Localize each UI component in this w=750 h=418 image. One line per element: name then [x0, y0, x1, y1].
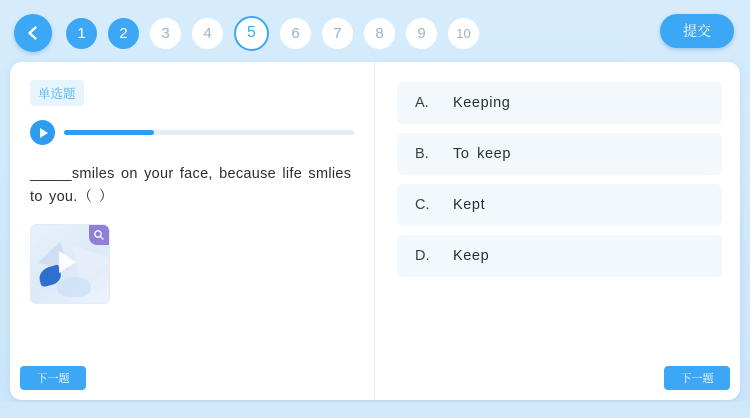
bottom-strip — [0, 402, 750, 418]
option-a[interactable] — [397, 82, 722, 124]
question-card — [10, 62, 740, 400]
thumbnail-play-icon — [59, 251, 76, 273]
question-number-10[interactable]: 10 — [448, 18, 479, 49]
question-number-6[interactable]: 6 — [280, 18, 311, 49]
next-question-button-right[interactable]: 下一题 — [664, 366, 730, 390]
option-c-text: Kept — [453, 197, 486, 213]
question-number-9[interactable]: 9 — [406, 18, 437, 49]
option-c-letter: C. — [415, 197, 430, 213]
option-a-text: Keeping — [453, 95, 511, 111]
question-number-7[interactable]: 7 — [322, 18, 353, 49]
question-number-1[interactable]: 1 — [66, 18, 97, 49]
audio-player[interactable] — [30, 120, 354, 145]
options-pane — [375, 62, 740, 400]
submit-button[interactable]: 提交 — [660, 14, 734, 48]
play-button[interactable] — [30, 120, 55, 145]
next-question-button-left[interactable]: 下一题 — [20, 366, 86, 390]
top-bar — [0, 0, 750, 66]
option-d-letter: D. — [415, 248, 430, 264]
question-number-4[interactable]: 4 — [192, 18, 223, 49]
play-icon — [40, 128, 48, 138]
chevron-left-icon — [24, 24, 42, 42]
option-b-text: To keep — [453, 146, 511, 162]
option-c[interactable] — [397, 184, 722, 226]
option-d[interactable] — [397, 235, 722, 277]
question-number-3[interactable]: 3 — [150, 18, 181, 49]
magnifier-icon[interactable] — [89, 225, 109, 245]
option-a-letter: A. — [415, 95, 429, 111]
question-text: _____smiles on your face, because life smlies to you.（ ） — [30, 166, 352, 206]
question-number-5[interactable]: 5 — [234, 16, 269, 51]
audio-thumbnail[interactable] — [30, 224, 110, 304]
audio-progress-track[interactable] — [64, 130, 354, 135]
question-number-8[interactable]: 8 — [364, 18, 395, 49]
question-pane — [10, 62, 375, 400]
back-button[interactable] — [14, 14, 52, 52]
option-b-letter: B. — [415, 146, 429, 162]
thumbnail-shape-d — [57, 277, 91, 297]
question-type-badge: 单选题 — [30, 80, 84, 106]
question-number-list — [66, 16, 479, 51]
question-number-2[interactable]: 2 — [108, 18, 139, 49]
option-d-text: Keep — [453, 248, 490, 264]
audio-progress-fill — [64, 130, 154, 135]
option-b[interactable] — [397, 133, 722, 175]
